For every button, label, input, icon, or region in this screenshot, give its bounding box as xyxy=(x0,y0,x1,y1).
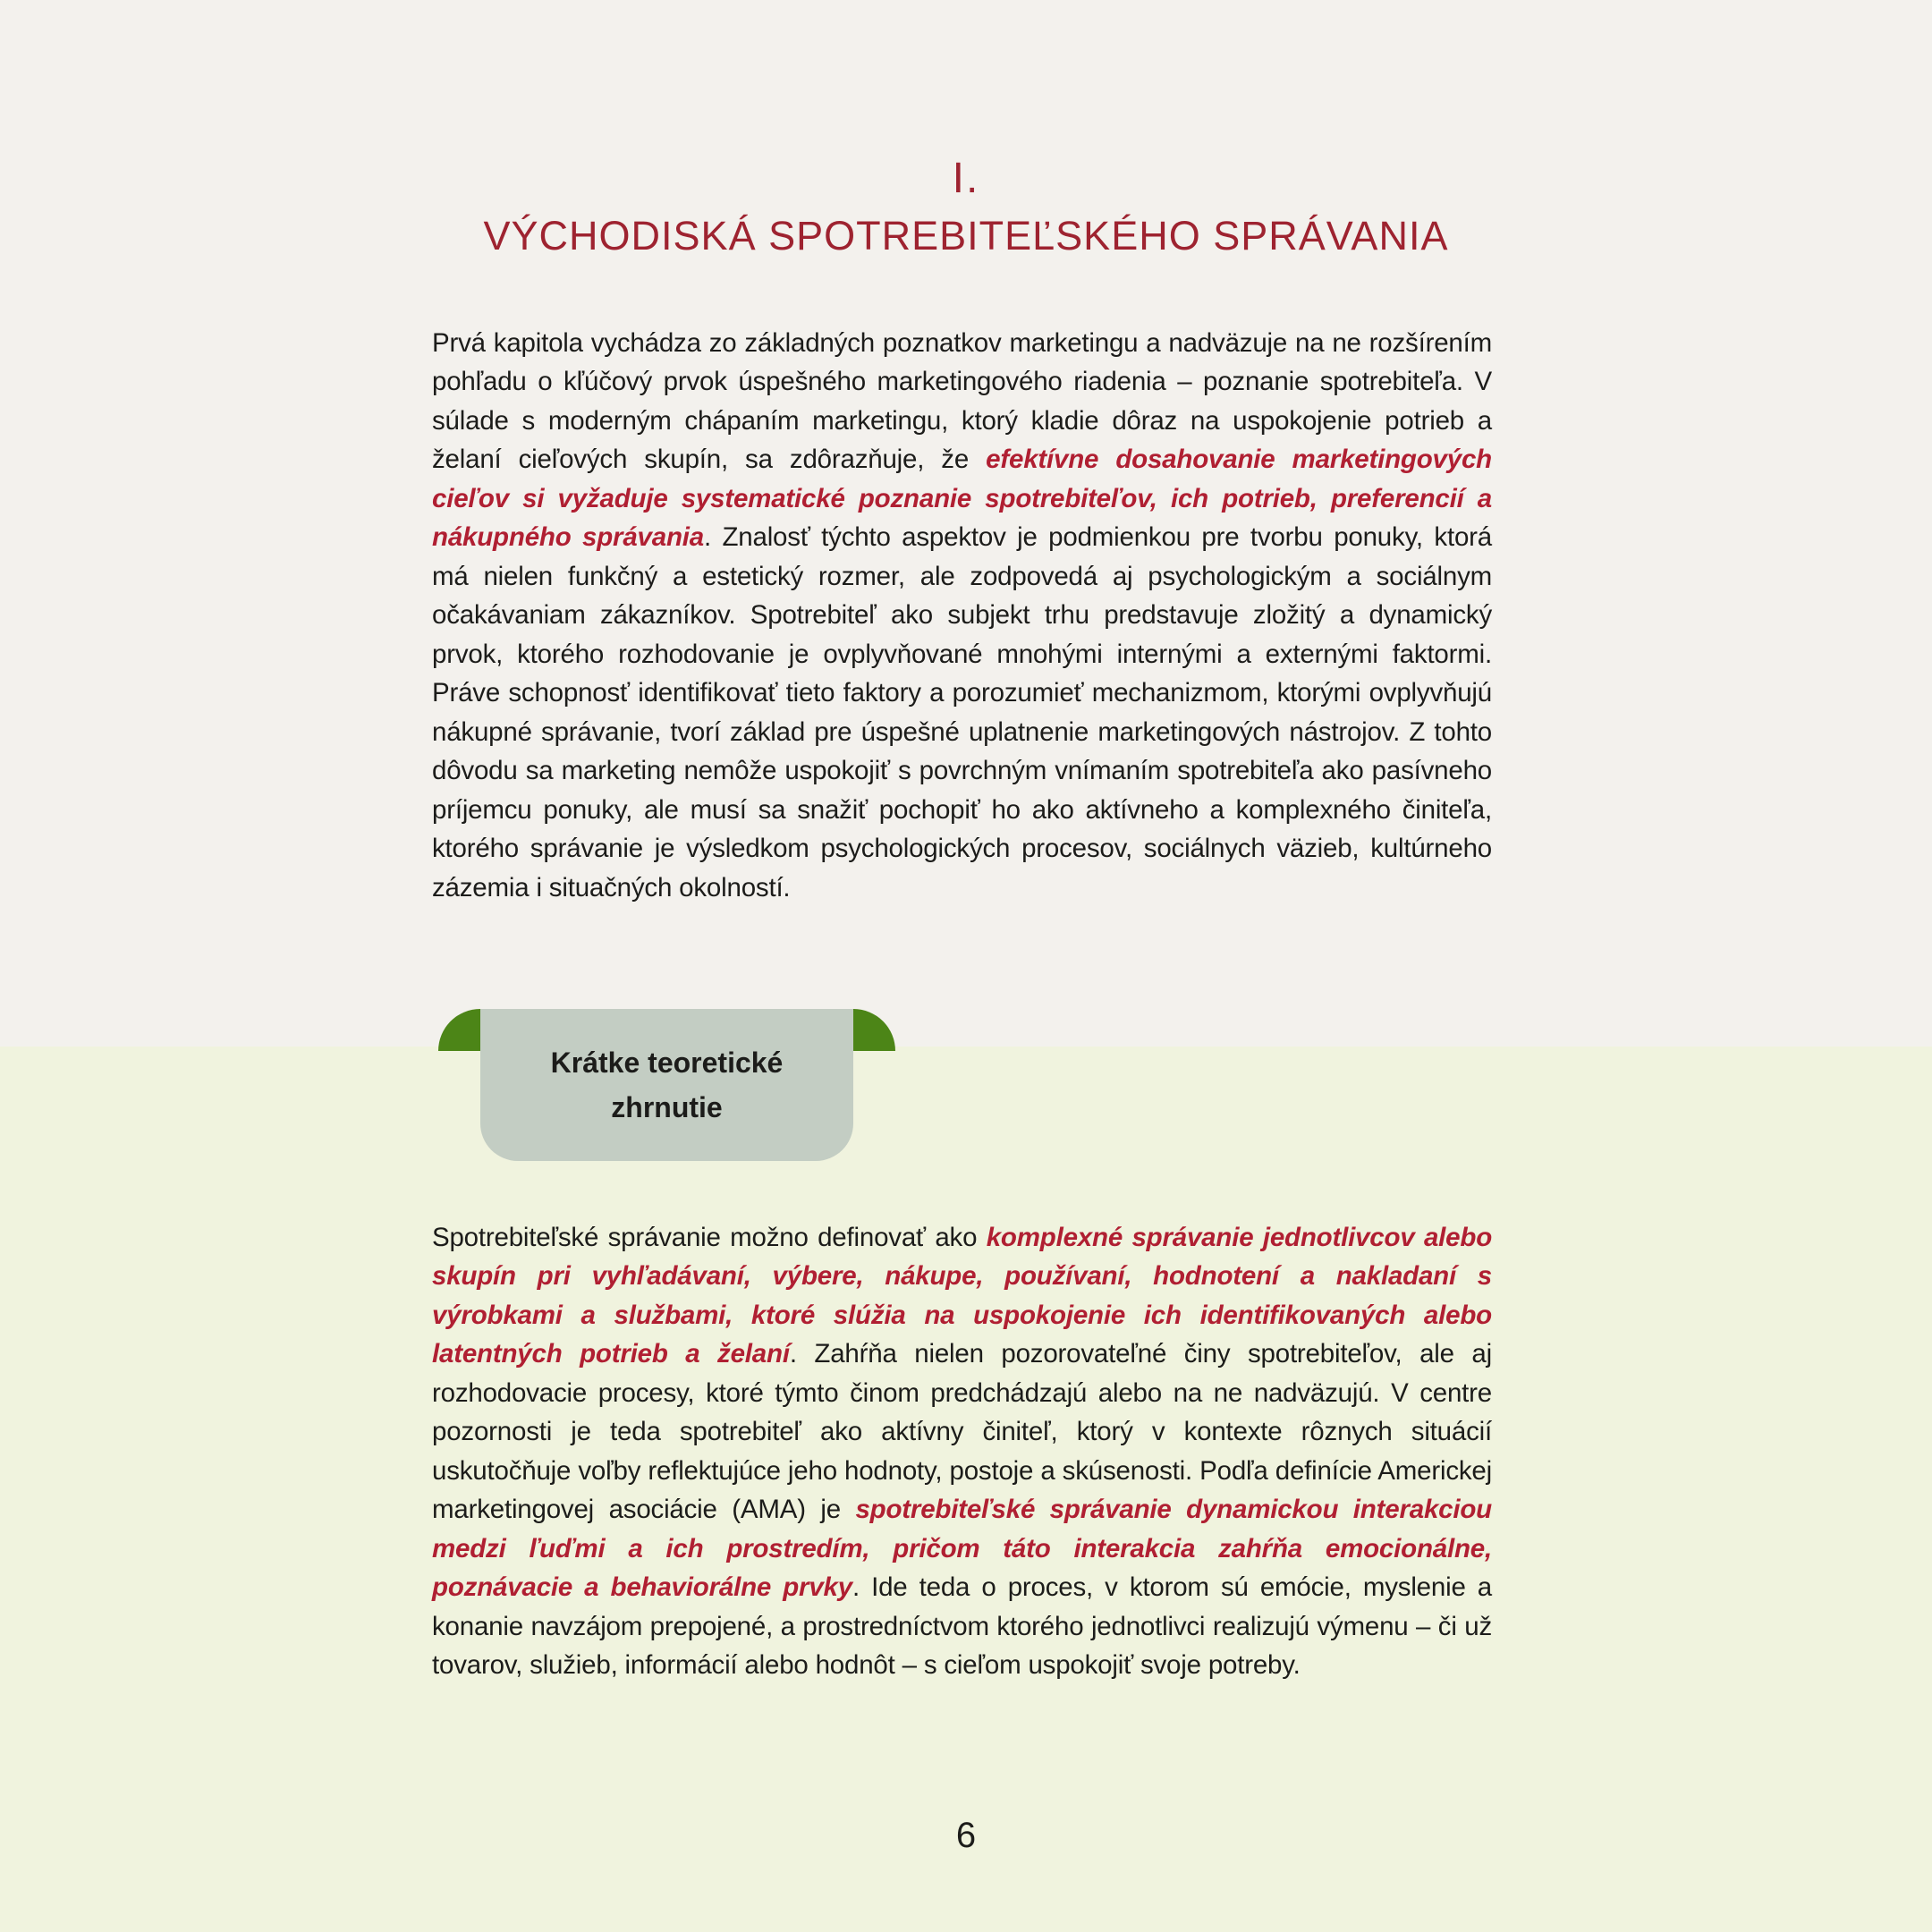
summary-badge xyxy=(438,1009,895,1161)
text-run-normal: . Zahŕňa nielen pozorovateľné činy spotrebiteľov, ale aj rozhodovacie procesy, ktoré týmto činom predchádzajú alebo na ne nadväzujú. V centre pozornosti je teda spotrebiteľ ako aktívny činiteľ, ktorý v kontexte rôznych situácií uskutočňuje voľby reflektujúce jeho hodnoty, postoje a skúsenosti. Podľa definície Americkej marketingovej asociácie (AMA) je xyxy=(432,1339,1492,1524)
badge-corner-right-icon xyxy=(853,1009,895,1051)
text-run-normal: . Znalosť týchto aspektov je podmienkou pre tvorbu ponuky, ktorá má nielen funkčný a estetický rozmer, ale zodpovedá aj psychologickým a sociálnym očakávaniam zákazníkov. Spotrebiteľ ako subjekt trhu predstavuje zložitý a dynamický prvok, ktorého rozhodovanie je ovplyvňované mnohými internými a externými faktormi. Práve schopnosť identifikovať tieto faktory a porozumieť mechanizmom, ktorými ovplyvňujú nákupné správanie, tvorí základ pre úspešné uplatnenie marketingových nástrojov. Z tohto dôvodu sa marketing nemôže uspokojiť s povrchným vnímaním spotrebiteľa ako pasívneho príjemcu ponuky, ale musí sa snažiť pochopiť ho ako aktívneho a komplexného činiteľa, ktorého správanie je výsledkom psychologických procesov, sociálnych väzieb, kultúrneho zázemia i situačných okolností. xyxy=(432,522,1492,902)
text-run-normal: Spotrebiteľské správanie možno definovať ako xyxy=(432,1222,987,1252)
badge-body xyxy=(480,1009,853,1161)
badge-title-line1: Krátke teoretické xyxy=(550,1046,784,1079)
badge-corner-left-icon xyxy=(438,1009,480,1051)
text-run-emphasis: spotrebiteľské správanie dynamickou interakciou medzi ľuďmi a ich prostredím, pričom táto interakcia zahŕňa emocionálne, poznávacie a behaviorálne prvky xyxy=(432,1495,1492,1602)
summary-paragraph xyxy=(432,1218,1492,1685)
chapter-title: VÝCHODISKÁ SPOTREBITEĽSKÉHO SPRÁVANIA xyxy=(483,213,1449,258)
page-number: 6 xyxy=(955,1816,977,1855)
text-run-normal: Prvá kapitola vychádza zo základných poznatkov marketingu a nadväzuje na ne rozšírením pohľadu o kľúčový prvok úspešného marketingového riadenia – poznanie spotrebiteľa. V súlade s moderným chápaním marketingu, ktorý kladie dôraz na uspokojenie potrieb a želaní cieľových skupín, sa zdôrazňuje, že xyxy=(432,327,1492,474)
badge-title-line2: zhrnutie xyxy=(611,1091,723,1123)
text-run-emphasis: efektívne dosahovanie marketingových cieľov si vyžaduje systematické poznanie spotrebiteľov, ich potrieb, preferencií a nákupného správania xyxy=(432,445,1492,552)
intro-paragraph xyxy=(432,324,1492,908)
chapter-number: I. xyxy=(952,155,980,202)
text-run-normal: . Ide teda o proces, v ktorom sú emócie, myslenie a konanie navzájom prepojené, a prostredníctvom ktorého jednotlivci realizujú výmenu – či už tovarov, služieb, informácií alebo hodnôt – s cieľom uspokojiť svoje potreby. xyxy=(432,1572,1492,1680)
text-run-emphasis: komplexné správanie jednotlivcov alebo skupín pri vyhľadávaní, výbere, nákupe, používaní, hodnotení a nakladaní s výrobkami a službami, ktoré slúžia na uspokojenie ich identifikovaných alebo latentných potrieb a želaní xyxy=(432,1222,1493,1368)
